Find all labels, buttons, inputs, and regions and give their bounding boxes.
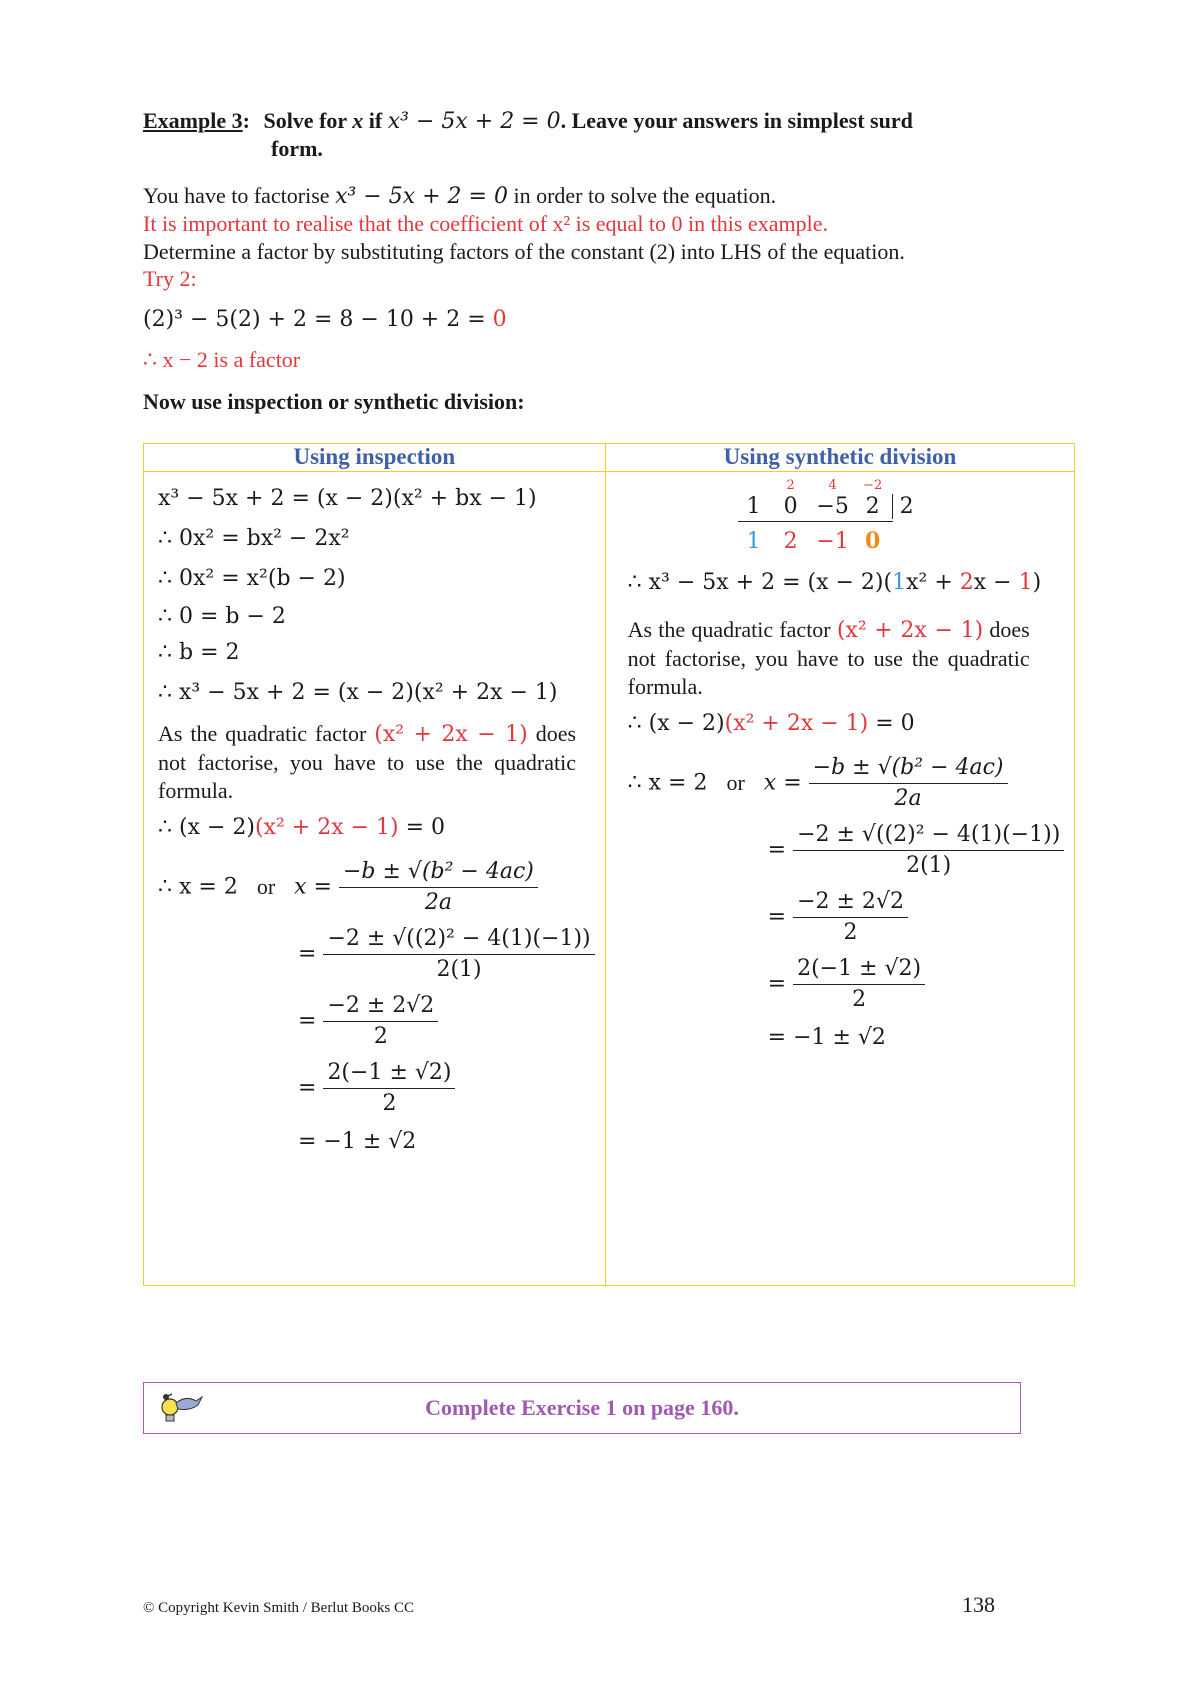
synthetic-top-2: 4 [828,478,837,493]
synthetic-fraction-3 [793,889,908,946]
synthetic-cell [605,472,1075,1286]
synthetic-formula-row [628,755,1065,812]
inspection-line-2: ∴ 0x² = bx² − 2x² [158,526,350,551]
inspection-fraction-1 [339,859,538,916]
inspection-step-3 [298,993,595,1050]
synthetic-f3-den: 2 [843,920,858,945]
synthetic-f4-den: 2 [852,987,867,1012]
synthetic-fraction-2 [793,822,1064,879]
synthetic-factored-suffix: ) [1032,570,1042,595]
synthetic-result-1: 2 [783,529,798,554]
synthetic-product-eq [628,711,1065,737]
example-colon: : [242,108,250,133]
synthetic-f1-num: −b ± √(b² − 4ac) [809,755,1008,784]
synthetic-step-2 [768,822,1065,879]
inspection-product-eq [158,815,595,841]
example-equation: x³ − 5x + 2 = 0 [387,109,561,134]
inspection-f3-den: 2 [373,1024,388,1049]
inspection-f4-num: 2(−1 ± √2) [323,1060,455,1089]
inspection-f3-num: −2 ± 2√2 [323,993,438,1022]
synthetic-eq-sign-4: = [767,971,787,997]
inspection-eq-quad: (x² + 2x − 1) [254,815,399,840]
synthetic-fraction-1 [809,755,1008,812]
inspection-f1-num: −b ± √(b² − 4ac) [339,859,538,888]
inspection-eq-sign-4: = [298,1075,317,1101]
substitution-equation [143,306,507,334]
substitution-zero: 0 [492,307,507,332]
inspection-f2-num: −2 ± √((2)² − 4(1)(−1)) [323,926,594,955]
synthetic-eq-prefix: ∴ (x − 2) [627,711,725,736]
synthetic-f1-den: 2a [894,786,922,811]
now-use-heading: Now use inspection or synthetic division: [143,389,525,414]
inspection-eq-sign-2: = [298,941,317,967]
synthetic-eq-suffix: = 0 [868,711,915,736]
synthetic-f-one: 1 [892,570,907,595]
intro-line-1 [143,182,776,211]
synthetic-f2-den: 2(1) [906,853,952,878]
synthetic-x-eq: x = [763,770,802,796]
synthetic-result-row [738,528,892,554]
inspection-para-c: not factorise, you have to use the quadratic formula. [158,750,576,803]
example-text-a: Solve for [263,108,347,133]
inspection-f2-den: 2(1) [436,957,482,982]
inspection-x-eq: x = [294,874,332,900]
synthetic-x-eq-2: ∴ x = 2 [627,770,708,796]
exercise-text: Complete Exercise 1 on page 160. [425,1395,739,1420]
inspection-or: or [256,873,276,899]
synthetic-result-2: −1 [816,529,849,554]
inspection-eq-prefix: ∴ (x − 2) [158,815,255,840]
factor-statement: ∴ x − 2 is a factor [143,347,301,372]
synthetic-eq-sign-2: = [767,837,787,863]
synthetic-f3-num: −2 ± 2√2 [793,889,908,918]
inspection-fraction-2 [323,926,594,983]
synthetic-or: or [726,769,745,795]
example-label: Example 3 [143,108,243,133]
copyright-footer: © Copyright Kevin Smith / Berlut Books CC [143,1600,414,1616]
synthetic-top-row [738,478,892,493]
intro-line-1-eq: x³ − 5x + 2 = 0 [335,184,508,209]
inspection-fraction-4 [323,1060,455,1117]
inspection-line-3: ∴ 0x² = x²(b − 2) [158,566,346,591]
synthetic-header-cell [605,444,1075,472]
synthetic-coef-row [738,494,893,522]
synthetic-f-x: x − [973,570,1019,595]
inspection-f4-den: 2 [382,1091,397,1116]
example-text-c: . Leave your answers in simplest surd [560,108,913,133]
example-text-d: form. [271,136,323,161]
synthetic-result-0: 1 [746,529,761,554]
solution-table [143,443,1075,1286]
inspection-cell [144,472,606,1286]
synthetic-divisor: 2 [899,494,914,519]
synthetic-step-3 [768,889,1065,946]
synthetic-coef-3: 2 [854,494,893,519]
synthetic-division-diagram [738,478,1065,568]
exercise-box [143,1382,1021,1434]
inspection-header-cell [144,444,606,472]
synthetic-para-b: does not factorise, you have to use the quadratic formula. [627,617,1030,699]
substitution-lhs: (2)³ − 5(2) + 2 = 8 − 10 + 2 = [143,307,493,332]
example-text-b: if [368,108,383,133]
synthetic-paragraph [628,616,1030,701]
inspection-para-a: As the quadratic factor [158,721,367,746]
synthetic-factored-prefix: ∴ x³ − 5x + 2 = (x − 2)( [627,570,893,595]
synthetic-eq-sign-3: = [767,904,787,930]
synthetic-factored-eq [628,570,1065,596]
inspection-quad: (x² + 2x − 1) [374,722,528,747]
page-number: 138 [962,1592,995,1617]
inspection-line-5: ∴ b = 2 [158,640,240,665]
inspection-x-eq-2: ∴ x = 2 [158,874,238,900]
synthetic-final: = −1 ± √2 [767,1025,886,1050]
synthetic-f4-num: 2(−1 ± √2) [793,956,925,985]
inspection-para-b: does [535,721,577,746]
synthetic-top-1: 2 [786,478,795,493]
inspection-step-4 [298,1060,595,1117]
inspection-line-6: ∴ x³ − 5x + 2 = (x − 2)(x² + 2x − 1) [158,680,558,705]
synthetic-f-x2: x² + [906,570,960,595]
inspection-line-4: ∴ 0 = b − 2 [158,604,286,629]
synthetic-top-3: −2 [863,478,883,493]
synthetic-title: Using synthetic division [723,444,957,469]
intro-line-3: Determine a factor by substituting factors of the constant (2) into LHS of the equation. [143,239,905,264]
intro-line-2: It is important to realise that the coefficient of x² is equal to 0 in this example. [143,211,828,236]
inspection-fraction-3 [323,993,438,1050]
synthetic-para-a: As the quadratic factor [627,617,831,642]
synthetic-result-3: 0 [864,528,881,554]
inspection-eq-sign-3: = [298,1008,317,1034]
synthetic-coef-2: −5 [816,494,849,519]
example-heading [143,107,1023,136]
example-var-x: x [352,108,364,133]
synthetic-step-4 [768,956,1065,1013]
try-label: Try 2: [143,266,197,291]
inspection-final: = −1 ± √2 [298,1129,417,1154]
synthetic-fraction-4 [793,956,925,1013]
intro-line-1b: in order to solve the equation. [513,183,777,208]
synthetic-f-minus1: 1 [1018,570,1033,595]
inspection-paragraph [158,720,576,805]
inspection-eq-suffix: = 0 [398,815,446,840]
synthetic-f-two: 2 [959,570,974,595]
synthetic-eq-quad: (x² + 2x − 1) [724,711,869,736]
inspection-title: Using inspection [293,444,456,469]
inspection-formula-row [158,859,595,916]
inspection-f1-den: 2a [424,890,452,915]
inspection-line-1: x³ − 5x + 2 = (x − 2)(x² + bx − 1) [158,486,537,511]
intro-line-1a: You have to factorise [143,183,330,208]
synthetic-coef-0: 1 [746,494,761,519]
synthetic-f2-num: −2 ± √((2)² − 4(1)(−1)) [793,822,1064,851]
synthetic-quad: (x² + 2x − 1) [836,618,984,643]
inspection-step-2 [298,926,595,983]
synthetic-coef-1: 0 [783,494,798,519]
